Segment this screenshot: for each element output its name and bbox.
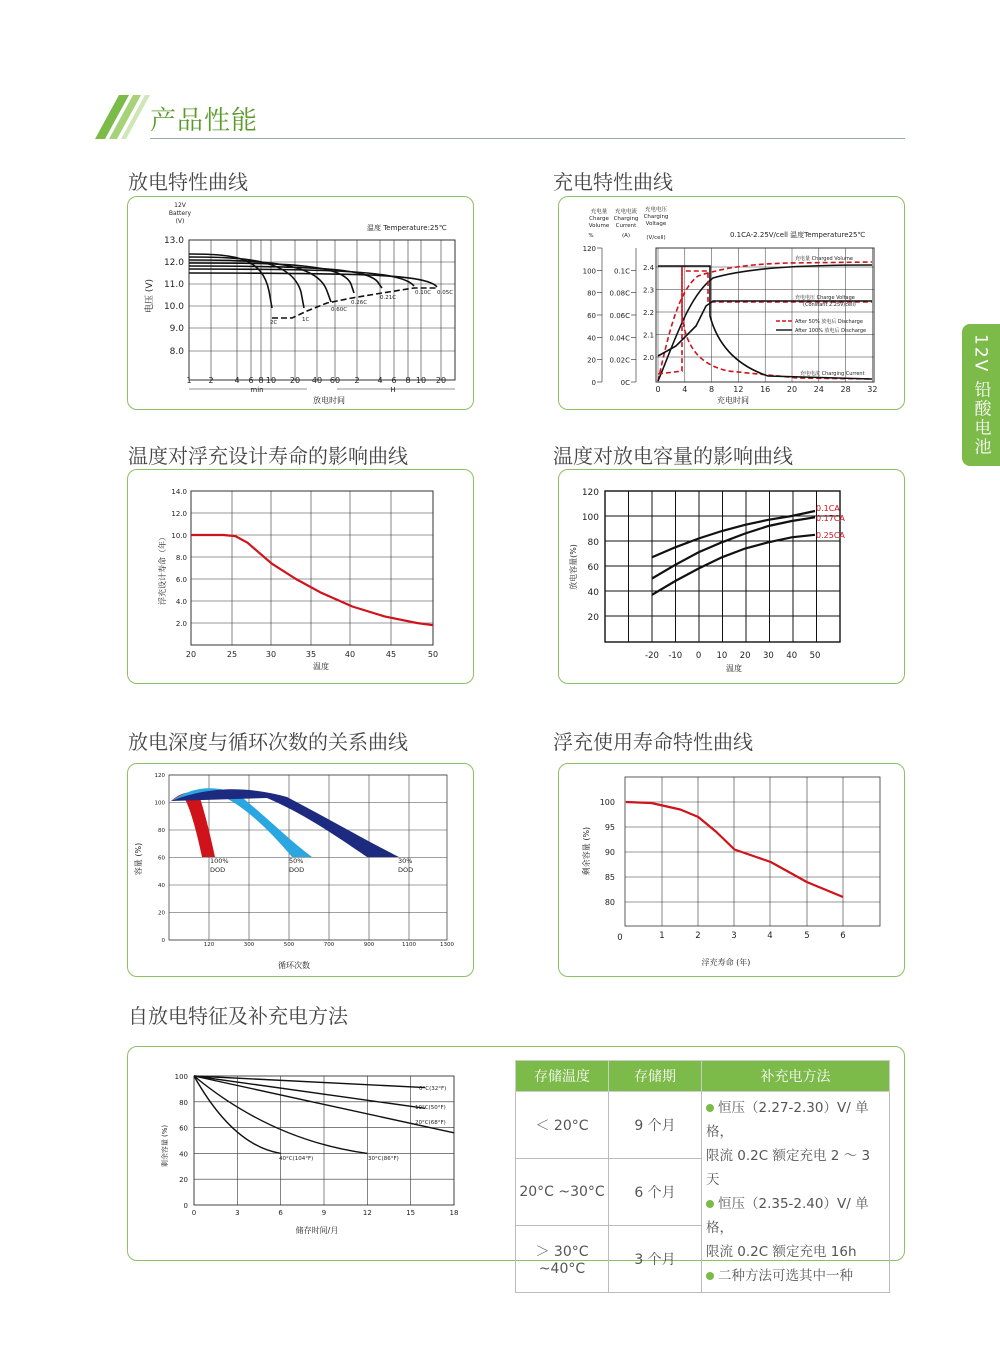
discharge-ytitle-1: 12V	[174, 202, 186, 209]
x-tick-label: 2	[695, 931, 701, 941]
y-tick-label: 100	[599, 798, 615, 807]
series-label: 0.17CA	[816, 514, 845, 523]
x-tick-label: 1	[659, 931, 665, 941]
x-axis-label: 储存时间/月	[295, 1226, 339, 1235]
side-tab: 12V 铅酸电池	[962, 324, 1000, 466]
y2-tick-label: 0.04C	[609, 334, 630, 343]
y-axis-label: 剩余容量 (%)	[582, 826, 591, 876]
x-tick-label: 10	[415, 376, 427, 385]
table-cell-period: 3 个月	[609, 1226, 702, 1293]
y1-tick-label: 60	[587, 312, 596, 320]
x-tick-label: 20	[435, 376, 447, 385]
plot-frame	[625, 777, 880, 926]
self-discharge-curve	[194, 1076, 425, 1108]
series-label: 0°C(32°F)	[419, 1086, 447, 1092]
charge-label-voltage: 充电电压 Charge Voltage	[795, 295, 855, 301]
charge-col2-4: (A)	[621, 233, 631, 239]
x-tick-label: -20	[645, 651, 659, 661]
section-title-self-discharge: 自放电特征及补充电方法	[128, 1004, 348, 1028]
charge-col2-1: 充电电流	[614, 209, 638, 215]
x-tick-label: 15	[406, 1209, 416, 1217]
x-tick-label: 0	[617, 933, 623, 943]
charge-condition: 0.1CA-2.25V/cell 温度Temperature25℃	[730, 231, 866, 239]
x-tick-label: 4	[234, 376, 240, 385]
service-curve	[626, 802, 843, 897]
y-tick-label: 120	[581, 488, 599, 498]
y3-tick-label: 2.2	[643, 309, 655, 317]
section-title-float-life: 温度对浮充设计寿命的影响曲线	[128, 444, 408, 468]
x-tick-label: 9	[321, 1209, 327, 1217]
section-title-discharge: 放电特性曲线	[128, 170, 248, 194]
x-tick-label: 10	[265, 376, 277, 385]
y2-tick-label: 0C	[620, 379, 630, 387]
section-title-charge: 充电特性曲线	[553, 170, 673, 194]
y-tick-label: 8.0	[169, 347, 184, 357]
y-tick-label: 2.0	[175, 620, 187, 628]
dod-label: DOD	[210, 866, 226, 874]
discharge-rate-026c: 0.26C	[351, 300, 368, 306]
x-tick-label: 20	[289, 376, 301, 385]
y-tick-label: 9.0	[169, 324, 184, 334]
table-cell-temp: ＞ 30°C ~40°C	[516, 1226, 609, 1293]
y-tick-label: 0	[161, 938, 165, 944]
x-tick-label: 40	[311, 376, 323, 385]
x-tick-label: 4	[377, 376, 383, 385]
y-tick-label: 85	[604, 873, 615, 882]
x-tick-label: 1300	[440, 942, 454, 948]
x-tick-label: 2	[208, 376, 214, 385]
charge-col3-3: Voltage	[645, 221, 667, 227]
charge-label-volume: 充电量 Charged Volume	[795, 256, 853, 262]
x-tick-label: 30	[763, 651, 774, 661]
x-tick-label: 10	[716, 651, 728, 661]
bullet-icon	[706, 1104, 714, 1112]
x-tick-label: 32	[867, 385, 878, 394]
table-cell-temp: ＜ 20°C	[516, 1092, 609, 1159]
charge-chart	[558, 196, 903, 408]
y-axis-label: 容量 (%)	[134, 842, 143, 876]
x-tick-label: 3	[731, 931, 737, 941]
self-discharge-curve	[194, 1076, 425, 1088]
x-tick-label: 6	[248, 376, 254, 385]
table-header-temp: 存储温度	[516, 1061, 609, 1092]
discharge-unit-h: H	[390, 386, 396, 394]
method-line: 限流 0.2C 额定充电 2 ～ 3 天	[706, 1148, 871, 1188]
x-tick-label: 20	[786, 385, 798, 394]
section-title-dod-cycle: 放电深度与循环次数的关系曲线	[128, 730, 408, 754]
temp-capacity-chart	[558, 469, 903, 682]
x-tick-label: 35	[305, 650, 317, 659]
y-tick-label: 100	[174, 1073, 188, 1081]
series-label: 0.1CA	[816, 504, 840, 513]
table-cell-period: 9 个月	[609, 1092, 702, 1159]
y-tick-label: 80	[179, 1098, 188, 1107]
y-tick-label: 60	[179, 1124, 188, 1133]
y-tick-label: 10.0	[163, 302, 184, 312]
y1-tick-label: 100	[582, 267, 596, 276]
float-life-chart	[127, 469, 472, 682]
discharge-rate-021c: 0.21C	[380, 295, 397, 301]
y-tick-label: 4.0	[175, 598, 187, 606]
y2-tick-label: 0.02C	[609, 356, 630, 365]
series-label: 30°C(86°F)	[368, 1156, 399, 1162]
charge-legend-50: After 50% 放电后 Discharge	[795, 319, 863, 325]
x-tick-label: 1	[186, 376, 192, 385]
x-axis-label: 温度	[726, 664, 742, 673]
dod-label: DOD	[289, 866, 305, 874]
discharge-rate-060c: 0.60C	[331, 307, 348, 313]
table-header-period: 存储期	[609, 1061, 702, 1092]
y-axis-label: 放电容量(%)	[569, 544, 578, 590]
series-label: 10°C(50°F)	[415, 1105, 446, 1111]
y-axis-label: 剩余容量 (%)	[161, 1124, 169, 1168]
charge-col1-2: Charge	[589, 216, 609, 222]
x-tick-label: 50	[427, 650, 439, 659]
x-tick-label: 1100	[402, 942, 416, 948]
x-tick-label: 0	[655, 385, 661, 394]
x-tick-label: 3	[235, 1209, 240, 1217]
y-tick-label: 60	[587, 563, 599, 573]
x-tick-label: 40	[344, 650, 356, 659]
table-cell-method	[702, 1092, 890, 1293]
y-tick-label: 100	[154, 800, 165, 807]
x-tick-label: -10	[668, 651, 683, 661]
charge-label-voltage2: (Constant 2.25V/cell)	[803, 302, 856, 308]
dod-label: DOD	[398, 866, 414, 874]
y-tick-label: 80	[158, 828, 165, 834]
dod-cycle-chart	[127, 763, 472, 975]
section-title-temp-capacity: 温度对放电容量的影响曲线	[553, 444, 793, 468]
y-tick-label: 20	[587, 613, 599, 623]
dod-100-area	[171, 793, 215, 857]
x-tick-label: 16	[760, 385, 771, 394]
discharge-rate-010c: 0.10C	[415, 290, 432, 296]
y-tick-label: 0	[183, 1202, 188, 1210]
discharge-rate-005c: 0.05C	[437, 290, 454, 296]
x-tick-label: 28	[840, 385, 851, 394]
y-tick-label: 95	[604, 823, 615, 832]
x-tick-label: 2	[354, 376, 360, 385]
y2-tick-label: 0.1C	[613, 267, 630, 276]
x-tick-label: 300	[243, 942, 255, 948]
section-title-float-service: 浮充使用寿命特性曲线	[553, 730, 753, 754]
discharge-ytitle-3: (V)	[175, 218, 185, 225]
series-label: 40°C(104°F)	[279, 1156, 314, 1162]
x-tick-label: 900	[363, 942, 375, 948]
discharge-chart	[127, 196, 472, 408]
charge-col1-3: Volume	[588, 223, 610, 229]
x-tick-label: 8	[405, 376, 411, 385]
x-tick-label: 45	[385, 650, 397, 659]
discharge-ytitle-2: Battery	[168, 210, 192, 217]
discharge-rate-2c: 2C	[270, 320, 278, 326]
x-tick-label: 12	[362, 1209, 372, 1217]
bullet-icon	[706, 1200, 714, 1208]
y1-tick-label: 40	[587, 334, 596, 343]
x-tick-label: 0	[191, 1209, 197, 1217]
x-tick-label: 60	[329, 376, 341, 385]
y-tick-label: 80	[587, 538, 599, 548]
discharge-unit-min: min	[250, 386, 264, 394]
dod-label: 100%	[210, 857, 229, 865]
y3-tick-label: 2.3	[643, 286, 655, 295]
dod-label: 50%	[289, 857, 304, 865]
x-tick-label: 500	[283, 942, 295, 948]
y1-tick-label: 20	[587, 356, 596, 365]
y-tick-label: 13.0	[163, 236, 184, 246]
header-stripes-icon	[95, 95, 150, 140]
y3-tick-label: 2.4	[643, 264, 655, 272]
y-tick-label: 100	[581, 513, 599, 523]
y-tick-label: 12.0	[171, 510, 187, 518]
method-line: 限流 0.2C 额定充电 16h	[706, 1244, 857, 1260]
x-tick-label: 8	[258, 376, 264, 385]
x-tick-label: 6	[391, 376, 397, 385]
x-tick-label: 700	[323, 942, 335, 948]
charge-label-current: 充电电流 Charging Current	[800, 371, 865, 377]
y3-tick-label: 2.1	[643, 331, 655, 340]
y-tick-label: 90	[604, 848, 615, 857]
y-tick-label: 60	[158, 855, 165, 862]
life-curve	[191, 535, 433, 625]
y-tick-label: 40	[587, 588, 599, 598]
y-tick-label: 14.0	[171, 488, 187, 496]
y3-tick-label: 2.0	[643, 354, 655, 362]
x-tick-label: 120	[203, 942, 215, 948]
y2-tick-label: 0.08C	[609, 289, 630, 298]
x-tick-label: 30	[265, 650, 277, 659]
charge-col1-1: 充电量	[590, 209, 608, 215]
x-tick-label: 0	[695, 651, 702, 661]
storage-table	[515, 1060, 890, 1293]
y1-tick-label: 80	[587, 289, 596, 298]
header-divider	[150, 138, 905, 139]
x-tick-label: 18	[449, 1209, 459, 1217]
discharge-temp-label: 温度 Temperature:25℃	[367, 224, 447, 232]
table-cell-period: 6 个月	[609, 1159, 702, 1226]
capacity-curve	[652, 511, 815, 557]
charge-col2-3: Current	[615, 223, 637, 229]
dod-label: 30%	[398, 857, 413, 865]
y-tick-label: 8.0	[175, 554, 187, 562]
method-line: 恒压（2.27-2.30）V/ 单格，	[706, 1100, 869, 1140]
method-line: 恒压（2.35-2.40）V/ 单格，	[706, 1196, 869, 1236]
x-tick-label: 50	[809, 651, 821, 661]
x-tick-label: 5	[804, 931, 810, 941]
x-tick-label: 40	[786, 651, 798, 661]
table-row	[516, 1092, 890, 1159]
y-tick-label: 20	[179, 1176, 188, 1185]
self-discharge-chart	[127, 1046, 507, 1259]
charge-legend-100: After 100% 放电后 Discharge	[795, 328, 867, 334]
x-tick-label: 20	[185, 650, 197, 659]
series-label: 0.25CA	[816, 531, 845, 540]
series-label: 20°C(68°F)	[415, 1120, 446, 1126]
x-tick-label: 12	[733, 385, 744, 394]
x-tick-label: 25	[226, 650, 238, 659]
y-tick-label: 120	[154, 773, 165, 779]
charge-col3-4: (V/cell)	[646, 235, 666, 241]
charge-xlabel: 充电时间	[717, 396, 749, 405]
y-tick-label: 20	[158, 910, 165, 917]
charge-col3-2: Charging	[643, 214, 669, 220]
y-tick-label: 80	[604, 898, 615, 907]
x-axis-label: 浮充寿命 (年)	[701, 958, 751, 967]
y1-tick-label: 120	[582, 245, 596, 253]
x-tick-label: 20	[739, 651, 751, 661]
charge-col2-2: Charging	[613, 216, 639, 222]
discharge-xlabel: 放电时间	[313, 396, 345, 405]
x-tick-label: 6	[278, 1209, 283, 1217]
x-tick-label: 6	[840, 931, 846, 941]
discharge-rate-1c: 1C	[302, 317, 310, 323]
y1-tick-label: 0	[591, 379, 596, 387]
y-tick-label: 11.0	[163, 280, 184, 290]
float-service-chart	[558, 763, 903, 975]
discharge-ylabel: 电压 (V)	[145, 278, 155, 314]
x-axis-label: 循环次数	[278, 961, 310, 970]
x-axis-label: 温度	[313, 662, 329, 671]
y2-tick-label: 0.06C	[609, 312, 630, 320]
y-tick-label: 12.0	[163, 258, 184, 268]
y-tick-label: 10.0	[171, 532, 187, 540]
bullet-icon	[706, 1272, 714, 1280]
y-tick-label: 40	[179, 1150, 188, 1159]
y-tick-label: 40	[158, 883, 165, 889]
y-axis-label: 浮充设计寿命（年）	[158, 533, 167, 605]
charge-col1-4: %	[588, 233, 594, 239]
x-tick-label: 4	[682, 385, 688, 394]
x-tick-label: 24	[813, 385, 824, 394]
method-line: 二种方法可选其中一种	[706, 1264, 885, 1288]
charge-col3-1: 充电电压	[644, 207, 668, 213]
table-header-method: 补充电方法	[702, 1061, 890, 1092]
y-tick-label: 6.0	[175, 576, 187, 584]
x-tick-label: 4	[767, 931, 773, 941]
table-cell-temp: 20°C ~30°C	[516, 1159, 609, 1226]
page-title: 产品性能	[150, 106, 259, 136]
x-tick-label: 8	[709, 385, 715, 394]
plot-frame	[191, 491, 433, 645]
